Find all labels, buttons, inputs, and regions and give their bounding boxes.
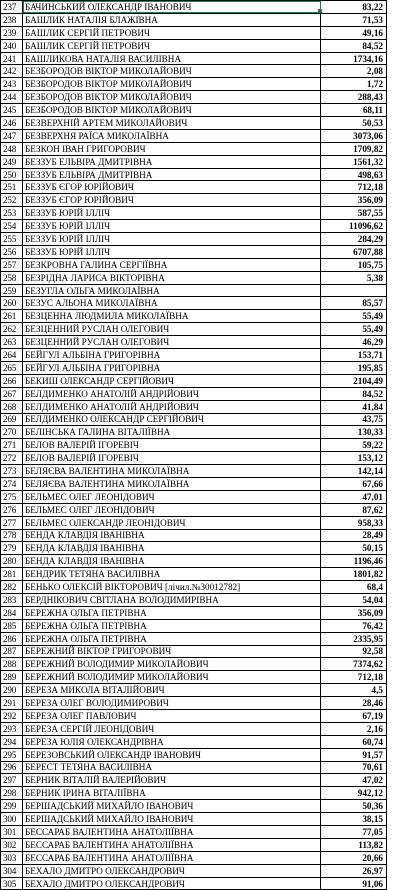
amount-cell[interactable]: 356,09 [321,606,387,619]
amount-cell[interactable]: 153,12 [321,452,387,465]
name-cell[interactable]: БЕЛОВ ВАЛЕРІЙ ІГОРЕВІЧ [23,439,321,452]
row-number-cell[interactable]: 277 [1,516,23,529]
table-row [1,310,387,323]
table-row [1,529,387,542]
table-row [1,142,387,155]
amount-cell[interactable]: 1196,46 [321,555,387,568]
name-cell[interactable]: БЕЛДИМЕНКО ОЛЕКСАНДР СЕРГІЙОВИЧ [23,413,321,426]
name-cell[interactable]: БЕЛІНСЬКА ГАЛИНА ВІТАЛІЇВНА [23,426,321,439]
table-row [1,864,387,877]
table-row [1,774,387,787]
row-number-cell[interactable]: 247 [1,129,23,142]
row-number-cell[interactable]: 252 [1,194,23,207]
name-cell[interactable]: БЕЗЗУБ ЄГОР ЮРІЙОВИЧ [23,181,321,194]
row-number-cell[interactable]: 249 [1,155,23,168]
amount-cell[interactable]: 1801,82 [321,568,387,581]
name-cell[interactable]: БЕЗБОРОДОВ ВІКТОР МИКОЛАЙОВИЧ [23,78,321,91]
table-row [1,671,387,684]
amount-cell[interactable]: 2335,95 [321,632,387,645]
amount-cell[interactable]: 85,57 [321,297,387,310]
name-cell[interactable]: БЕРЕЗА МИКОЛА ВІТАЛІЙОВИЧ [23,684,321,697]
name-cell[interactable]: БЕРЕЖНА ОЛЬГА ПЕТРІВНА [23,632,321,645]
table-row [1,207,387,220]
name-cell[interactable]: БАШЛИК СЕРГІЙ ПЕТРОВИЧ [23,39,321,52]
row-number-cell[interactable]: 246 [1,117,23,130]
amount-cell[interactable]: 1734,16 [321,52,387,65]
row-number-cell[interactable]: 285 [1,619,23,632]
name-cell[interactable]: БЕРЕЗА ЮЛІЯ ОЛЕКСАНДРІВНА [23,735,321,748]
table-row [1,542,387,555]
amount-cell[interactable]: 20,66 [321,851,387,864]
table-row [1,104,387,117]
amount-cell[interactable]: 6707,88 [321,245,387,258]
name-cell[interactable]: БЕССАРАБ ВАЛЕНТИНА АНАТОЛІЇВНА [23,826,321,839]
amount-cell[interactable]: 47,02 [321,774,387,787]
row-number-cell[interactable]: 301 [1,826,23,839]
row-number-cell[interactable]: 298 [1,787,23,800]
name-cell[interactable]: БЕРНИК ІРИНА ВІТАЛІЇВНА [23,787,321,800]
name-cell[interactable]: БЕЗВЕРХНЯ РАЇСА МИКОЛАЇВНА [23,129,321,142]
table-row [1,336,387,349]
row-number-cell[interactable]: 261 [1,310,23,323]
table-row [1,400,387,413]
row-number-cell[interactable]: 254 [1,220,23,233]
row-number-cell[interactable]: 283 [1,593,23,606]
table-row [1,477,387,490]
table-row [1,877,387,890]
name-cell[interactable]: БЕРЕЗА ОЛЕГ ПАВЛОВИЧ [23,709,321,722]
table-row [1,516,387,529]
name-cell[interactable]: БЕЗЗУБ ЮРІЙ ІЛЛІЧ [23,233,321,246]
name-cell[interactable]: БЕРЕЗА СЕРГІЙ ЛЕОНІДОВИЧ [23,722,321,735]
row-number-cell[interactable]: 303 [1,851,23,864]
table-row [1,297,387,310]
table-row [1,78,387,91]
amount-cell[interactable]: 67,66 [321,477,387,490]
name-cell[interactable]: БЕЗЦЕННА ЛЮДМИЛА МИКОЛАЇВНА [23,310,321,323]
table-row [1,155,387,168]
row-number-cell[interactable]: 237 [1,1,23,14]
amount-cell[interactable]: 142,14 [321,465,387,478]
row-number-cell[interactable]: 304 [1,864,23,877]
amount-cell[interactable]: 71,53 [321,13,387,26]
amount-cell[interactable]: 55,49 [321,323,387,336]
row-number-cell[interactable]: 290 [1,684,23,697]
name-cell[interactable]: БЕЗУГЛА ОЛЬГА МИКОЛАЇВНА [23,284,321,297]
amount-cell[interactable]: 1561,32 [321,155,387,168]
row-number-cell[interactable]: 274 [1,477,23,490]
amount-cell[interactable]: 1709,82 [321,142,387,155]
row-number-cell[interactable]: 258 [1,271,23,284]
row-number-cell[interactable]: 255 [1,233,23,246]
row-number-cell[interactable]: 251 [1,181,23,194]
name-cell[interactable]: БЕЙГУЛ АЛЬБІНА ГРИГОРІВНА [23,349,321,362]
amount-cell[interactable]: 84,52 [321,39,387,52]
amount-cell[interactable]: 11096,62 [321,220,387,233]
row-number-cell[interactable]: 271 [1,439,23,452]
table-row [1,129,387,142]
table-row [1,748,387,761]
name-cell[interactable]: БЕНДА КЛАВДІЯ ІВАНІВНА [23,555,321,568]
name-cell[interactable]: БЕЙГУЛ АЛЬБІНА ГРИГОРІВНА [23,361,321,374]
amount-cell[interactable]: 70,61 [321,761,387,774]
table-row [1,258,387,271]
name-cell[interactable]: БЕРЕСТ ТЕТЯНА ВАСИЛІВНА [23,761,321,774]
table-row [1,490,387,503]
table-row [1,465,387,478]
row-number-cell[interactable]: 284 [1,606,23,619]
row-number-cell[interactable]: 267 [1,387,23,400]
row-number-cell[interactable]: 302 [1,838,23,851]
name-cell[interactable]: БЕЗРІДНА ЛАРИСА ВІКТОРІВНА [23,271,321,284]
name-cell[interactable]: БЕРЕЖНИЙ ВОЛОДИМИР МИКОЛАЙОВИЧ [23,671,321,684]
row-number-cell[interactable]: 295 [1,748,23,761]
name-cell[interactable]: БЕЗБОРОДОВ ВІКТОР МИКОЛАЙОВИЧ [23,104,321,117]
amount-cell[interactable]: 67,19 [321,709,387,722]
row-number-cell[interactable]: 286 [1,632,23,645]
name-cell[interactable]: БЕЛОВ ВАЛЕРІЙ ІГОРЕВІЧ [23,452,321,465]
name-cell[interactable]: БЕЗВЕРХНІЙ АРТЕМ МИКОЛАЙОВИЧ [23,117,321,130]
table-row [1,26,387,39]
amount-cell[interactable]: 84,52 [321,387,387,400]
amount-cell[interactable]: 41,84 [321,400,387,413]
amount-cell[interactable]: 26,97 [321,864,387,877]
row-number-cell[interactable]: 256 [1,245,23,258]
table-row [1,503,387,516]
table-row [1,194,387,207]
amount-cell[interactable]: 50,53 [321,117,387,130]
row-number-cell[interactable]: 257 [1,258,23,271]
table-row [1,684,387,697]
amount-cell[interactable]: 130,33 [321,426,387,439]
row-number-cell[interactable]: 270 [1,426,23,439]
amount-cell[interactable]: 92,58 [321,645,387,658]
name-cell[interactable]: БАШЛИК СЕРГІЙ ПЕТРОВИЧ [23,26,321,39]
amount-cell[interactable]: 356,09 [321,194,387,207]
amount-cell[interactable]: 60,74 [321,735,387,748]
amount-cell[interactable]: 2,16 [321,722,387,735]
name-cell[interactable]: БЕЗКРОВНА ГАЛИНА СЕРГІЇВНА [23,258,321,271]
table-row [1,168,387,181]
table-row [1,349,387,362]
table-row [1,361,387,374]
table-row [1,787,387,800]
row-number-cell[interactable]: 269 [1,413,23,426]
row-number-cell[interactable]: 266 [1,374,23,387]
table-row [1,645,387,658]
amount-cell[interactable]: 46,29 [321,336,387,349]
row-number-cell[interactable]: 289 [1,671,23,684]
table-row [1,555,387,568]
row-number-cell[interactable]: 273 [1,465,23,478]
row-number-cell[interactable]: 263 [1,336,23,349]
amount-cell[interactable]: 958,33 [321,516,387,529]
amount-cell[interactable]: 288,43 [321,91,387,104]
row-number-cell[interactable]: 243 [1,78,23,91]
row-number-cell[interactable]: 281 [1,568,23,581]
amount-cell[interactable]: 7374,62 [321,658,387,671]
row-number-cell[interactable]: 279 [1,542,23,555]
amount-cell[interactable]: 54,04 [321,593,387,606]
name-cell[interactable]: БЕССАРАБ ВАЛЕНТИНА АНАТОЛІЇВНА [23,851,321,864]
table-row [1,117,387,130]
table-row [1,619,387,632]
name-cell[interactable]: БЕЛЯЄВА ВАЛЕНТИНА МИКОЛАЇВНА [23,477,321,490]
row-number-cell[interactable]: 245 [1,104,23,117]
name-cell[interactable]: БЕКИШ ОЛЕКСАНДР СЕРГІЙОВИЧ [23,374,321,387]
row-number-cell[interactable]: 244 [1,91,23,104]
name-cell[interactable]: БЕНДА КЛАВДІЯ ІВАНІВНА [23,542,321,555]
row-number-cell[interactable]: 238 [1,13,23,26]
amount-cell[interactable]: 2,08 [321,65,387,78]
row-number-cell[interactable]: 280 [1,555,23,568]
name-cell[interactable]: БЕЗЦЕННИЙ РУСЛАН ОЛЕГОВИЧ [23,336,321,349]
row-number-cell[interactable]: 242 [1,65,23,78]
name-cell[interactable]: БЕРЕЖНИЙ ВІКТОР ГРИГОРОВИЧ [23,645,321,658]
name-cell[interactable]: БЕЛДИМЕНКО АНАТОЛІЙ АНДРІЙОВИЧ [23,387,321,400]
name-cell[interactable]: БЕЗЗУБ ЕЛЬВІРА ДМИТРІВНА [23,155,321,168]
name-cell[interactable]: БЕРШАДСЬКИЙ МИХАЙЛО ІВАНОВИЧ [23,800,321,813]
row-number-cell[interactable]: 305 [1,877,23,890]
amount-cell[interactable]: 284,29 [321,233,387,246]
row-number-cell[interactable]: 262 [1,323,23,336]
amount-cell[interactable]: 28,49 [321,529,387,542]
amount-cell[interactable]: 87,62 [321,503,387,516]
table-row [1,593,387,606]
name-cell[interactable]: БЕРДНІКОВИЧ СВІТЛАНА ВОЛОДИМИРІВНА [23,593,321,606]
table-row [1,632,387,645]
amount-cell[interactable]: 68,4 [321,581,387,594]
table-row [1,91,387,104]
table-row [1,181,387,194]
name-cell[interactable]: БЕРНИК ВІТАЛІЙ ВАЛЕРІЙОВИЧ [23,774,321,787]
row-number-cell[interactable]: 296 [1,761,23,774]
row-number-cell[interactable]: 282 [1,581,23,594]
amount-cell[interactable]: 68,11 [321,104,387,117]
name-cell[interactable]: БЕЛДИМЕНКО АНАТОЛІЙ АНДРІЙОВИЧ [23,400,321,413]
table-row [1,439,387,452]
row-number-cell[interactable]: 240 [1,39,23,52]
amount-cell[interactable]: 76,42 [321,619,387,632]
row-number-cell[interactable]: 264 [1,349,23,362]
row-number-cell[interactable]: 276 [1,503,23,516]
table-row [1,245,387,258]
table-row [1,233,387,246]
row-number-cell[interactable]: 299 [1,800,23,813]
row-number-cell[interactable]: 241 [1,52,23,65]
table-row [1,697,387,710]
row-number-cell[interactable]: 292 [1,709,23,722]
amount-cell[interactable] [321,284,387,297]
table-row [1,722,387,735]
table-row [1,52,387,65]
amount-cell[interactable]: 587,55 [321,207,387,220]
table-row [1,284,387,297]
row-number-cell[interactable]: 272 [1,452,23,465]
row-number-cell[interactable]: 294 [1,735,23,748]
row-number-cell[interactable]: 265 [1,361,23,374]
table-row [1,709,387,722]
selection-fill-handle[interactable] [318,9,322,13]
name-cell[interactable]: БЕЗЗУБ ЮРІЙ ІЛЛІЧ [23,220,321,233]
name-cell[interactable]: БЕЗЗУБ ЕЛЬВІРА ДМИТРІВНА [23,168,321,181]
amount-cell[interactable]: 55,49 [321,310,387,323]
row-number-cell[interactable]: 293 [1,722,23,735]
name-cell[interactable]: БЕРЕЗОВСЬКИЙ ОЛЕКСАНДР ІВАНОВИЧ [23,748,321,761]
row-number-cell[interactable]: 268 [1,400,23,413]
name-cell[interactable]: БЕНЬКО ОЛЕКСІЙ ВІКТОРОВИЧ [лічил.№30012782] [23,581,321,594]
row-number-cell[interactable]: 297 [1,774,23,787]
table-row [1,568,387,581]
amount-cell[interactable]: 38,15 [321,813,387,826]
row-number-cell[interactable]: 250 [1,168,23,181]
table-row [1,1,387,14]
amount-cell[interactable]: 942,12 [321,787,387,800]
table-row [1,413,387,426]
name-cell[interactable]: БЕССАРАБ ВАЛЕНТИНА АНАТОЛІЇВНА [23,838,321,851]
row-number-cell[interactable]: 291 [1,697,23,710]
name-cell[interactable]: БЕЗУС АЛЬОНА МИКОЛАЇВНА [23,297,321,310]
amount-cell[interactable]: 712,18 [321,181,387,194]
table-row [1,800,387,813]
amount-cell[interactable]: 3073,06 [321,129,387,142]
table-row [1,813,387,826]
name-cell[interactable]: БЕЗБОРОДОВ ВІКТОР МИКОЛАЙОВИЧ [23,65,321,78]
name-cell[interactable]: БЕЗЗУБ ЮРІЙ ІЛЛІЧ [23,245,321,258]
name-cell[interactable]: БЕЗЗУБ ЄГОР ЮРІЙОВИЧ [23,194,321,207]
name-cell[interactable]: БЕЗЗУБ ЮРІЙ ІЛЛІЧ [23,207,321,220]
amount-cell[interactable]: 77,05 [321,826,387,839]
table-row [1,323,387,336]
amount-cell[interactable]: 49,16 [321,26,387,39]
name-cell[interactable]: БЕХАЛО ДМИТРО ОЛЕКСАНДРОВИЧ [23,877,321,890]
amount-cell[interactable]: 195,85 [321,361,387,374]
name-cell[interactable]: БЕЗЦЕННИЙ РУСЛАН ОЛЕГОВИЧ [23,323,321,336]
name-cell[interactable]: БЕНДА КЛАВДІЯ ІВАНІВНА [23,529,321,542]
table-row [1,581,387,594]
amount-cell[interactable]: 50,15 [321,542,387,555]
table-row [1,838,387,851]
row-number-cell[interactable]: 248 [1,142,23,155]
row-number-cell[interactable]: 275 [1,490,23,503]
row-number-cell[interactable]: 259 [1,284,23,297]
table-row [1,826,387,839]
amount-cell[interactable]: 59,22 [321,439,387,452]
amount-cell[interactable]: 105,75 [321,258,387,271]
amount-cell[interactable]: 28,46 [321,697,387,710]
amount-cell[interactable]: 50,36 [321,800,387,813]
amount-cell[interactable]: 5,38 [321,271,387,284]
name-cell[interactable]: БЕЛЬМЕС ОЛЕГ ЛЕОНІДОВИЧ [23,490,321,503]
row-number-cell[interactable]: 287 [1,645,23,658]
name-cell[interactable]: БЕЗБОРОДОВ ВІКТОР МИКОЛАЙОВИЧ [23,91,321,104]
table-row [1,851,387,864]
amount-cell[interactable]: 712,18 [321,671,387,684]
amount-cell[interactable]: 498,63 [321,168,387,181]
name-cell[interactable]: БАЧИНСЬКИЙ ОЛЕКСАНДР ІВАНОВИЧ [23,1,321,14]
table-row [1,374,387,387]
amount-cell[interactable]: 2104,49 [321,374,387,387]
amount-cell[interactable]: 91,06 [321,877,387,890]
row-number-cell[interactable]: 260 [1,297,23,310]
table-row [1,761,387,774]
table-row [1,39,387,52]
table-row [1,65,387,78]
amount-cell[interactable]: 83,22 [321,1,387,14]
amount-cell[interactable]: 153,71 [321,349,387,362]
row-number-cell[interactable]: 239 [1,26,23,39]
name-cell[interactable]: БЕЛЯЄВА ВАЛЕНТИНА МИКОЛАЇВНА [23,465,321,478]
name-cell[interactable]: БЕЛЬМЕС ОЛЕГ ЛЕОНІДОВИЧ [23,503,321,516]
name-cell[interactable]: БАШЛИКОВА НАТАЛІЯ ВАСИЛІВНА [23,52,321,65]
name-cell[interactable]: БЕРШАДСЬКИЙ МИХАЙЛО ІВАНОВИЧ [23,813,321,826]
table-row [1,271,387,284]
table-row [1,452,387,465]
name-cell[interactable]: БЕЛЬМЕС ОЛЕКСАНДР ЛЕОНІДОВИЧ [23,516,321,529]
name-cell[interactable]: БЕНДРИК ТЕТЯНА ВАСИЛІВНА [23,568,321,581]
name-cell[interactable]: БЕРЕЗА ОЛЕГ ВОЛОДИМИРОВИЧ [23,697,321,710]
name-cell[interactable]: БЕРЕЖНА ОЛЬГА ПЕТРІВНА [23,619,321,632]
table-row [1,735,387,748]
name-cell[interactable]: БЕЗКОН ІВАН ГРИГОРОВИЧ [23,142,321,155]
table-row [1,426,387,439]
amount-cell[interactable]: 1,72 [321,78,387,91]
table-row [1,220,387,233]
row-number-cell[interactable]: 300 [1,813,23,826]
table-row [1,606,387,619]
amount-cell[interactable]: 43,75 [321,413,387,426]
amount-cell[interactable]: 47,01 [321,490,387,503]
row-number-cell[interactable]: 288 [1,658,23,671]
name-cell[interactable]: БЕХАЛО ДМИТРО ОЛЕКСАНДРОВИЧ [23,864,321,877]
name-cell[interactable]: БЕРЕЖНА ОЛЬГА ПЕТРІВНА [23,606,321,619]
table-row [1,658,387,671]
row-number-cell[interactable]: 253 [1,207,23,220]
row-number-cell[interactable]: 278 [1,529,23,542]
amount-cell[interactable]: 4,5 [321,684,387,697]
table-row [1,387,387,400]
amount-cell[interactable]: 91,57 [321,748,387,761]
table-row [1,13,387,26]
amount-cell[interactable]: 113,82 [321,838,387,851]
name-cell[interactable]: БЕРЕЖНИЙ ВОЛОДИМИР МИКОЛАЙОВИЧ [23,658,321,671]
name-cell[interactable]: БАШЛИК НАТАЛІЯ БЛАЖІВНА [23,13,321,26]
